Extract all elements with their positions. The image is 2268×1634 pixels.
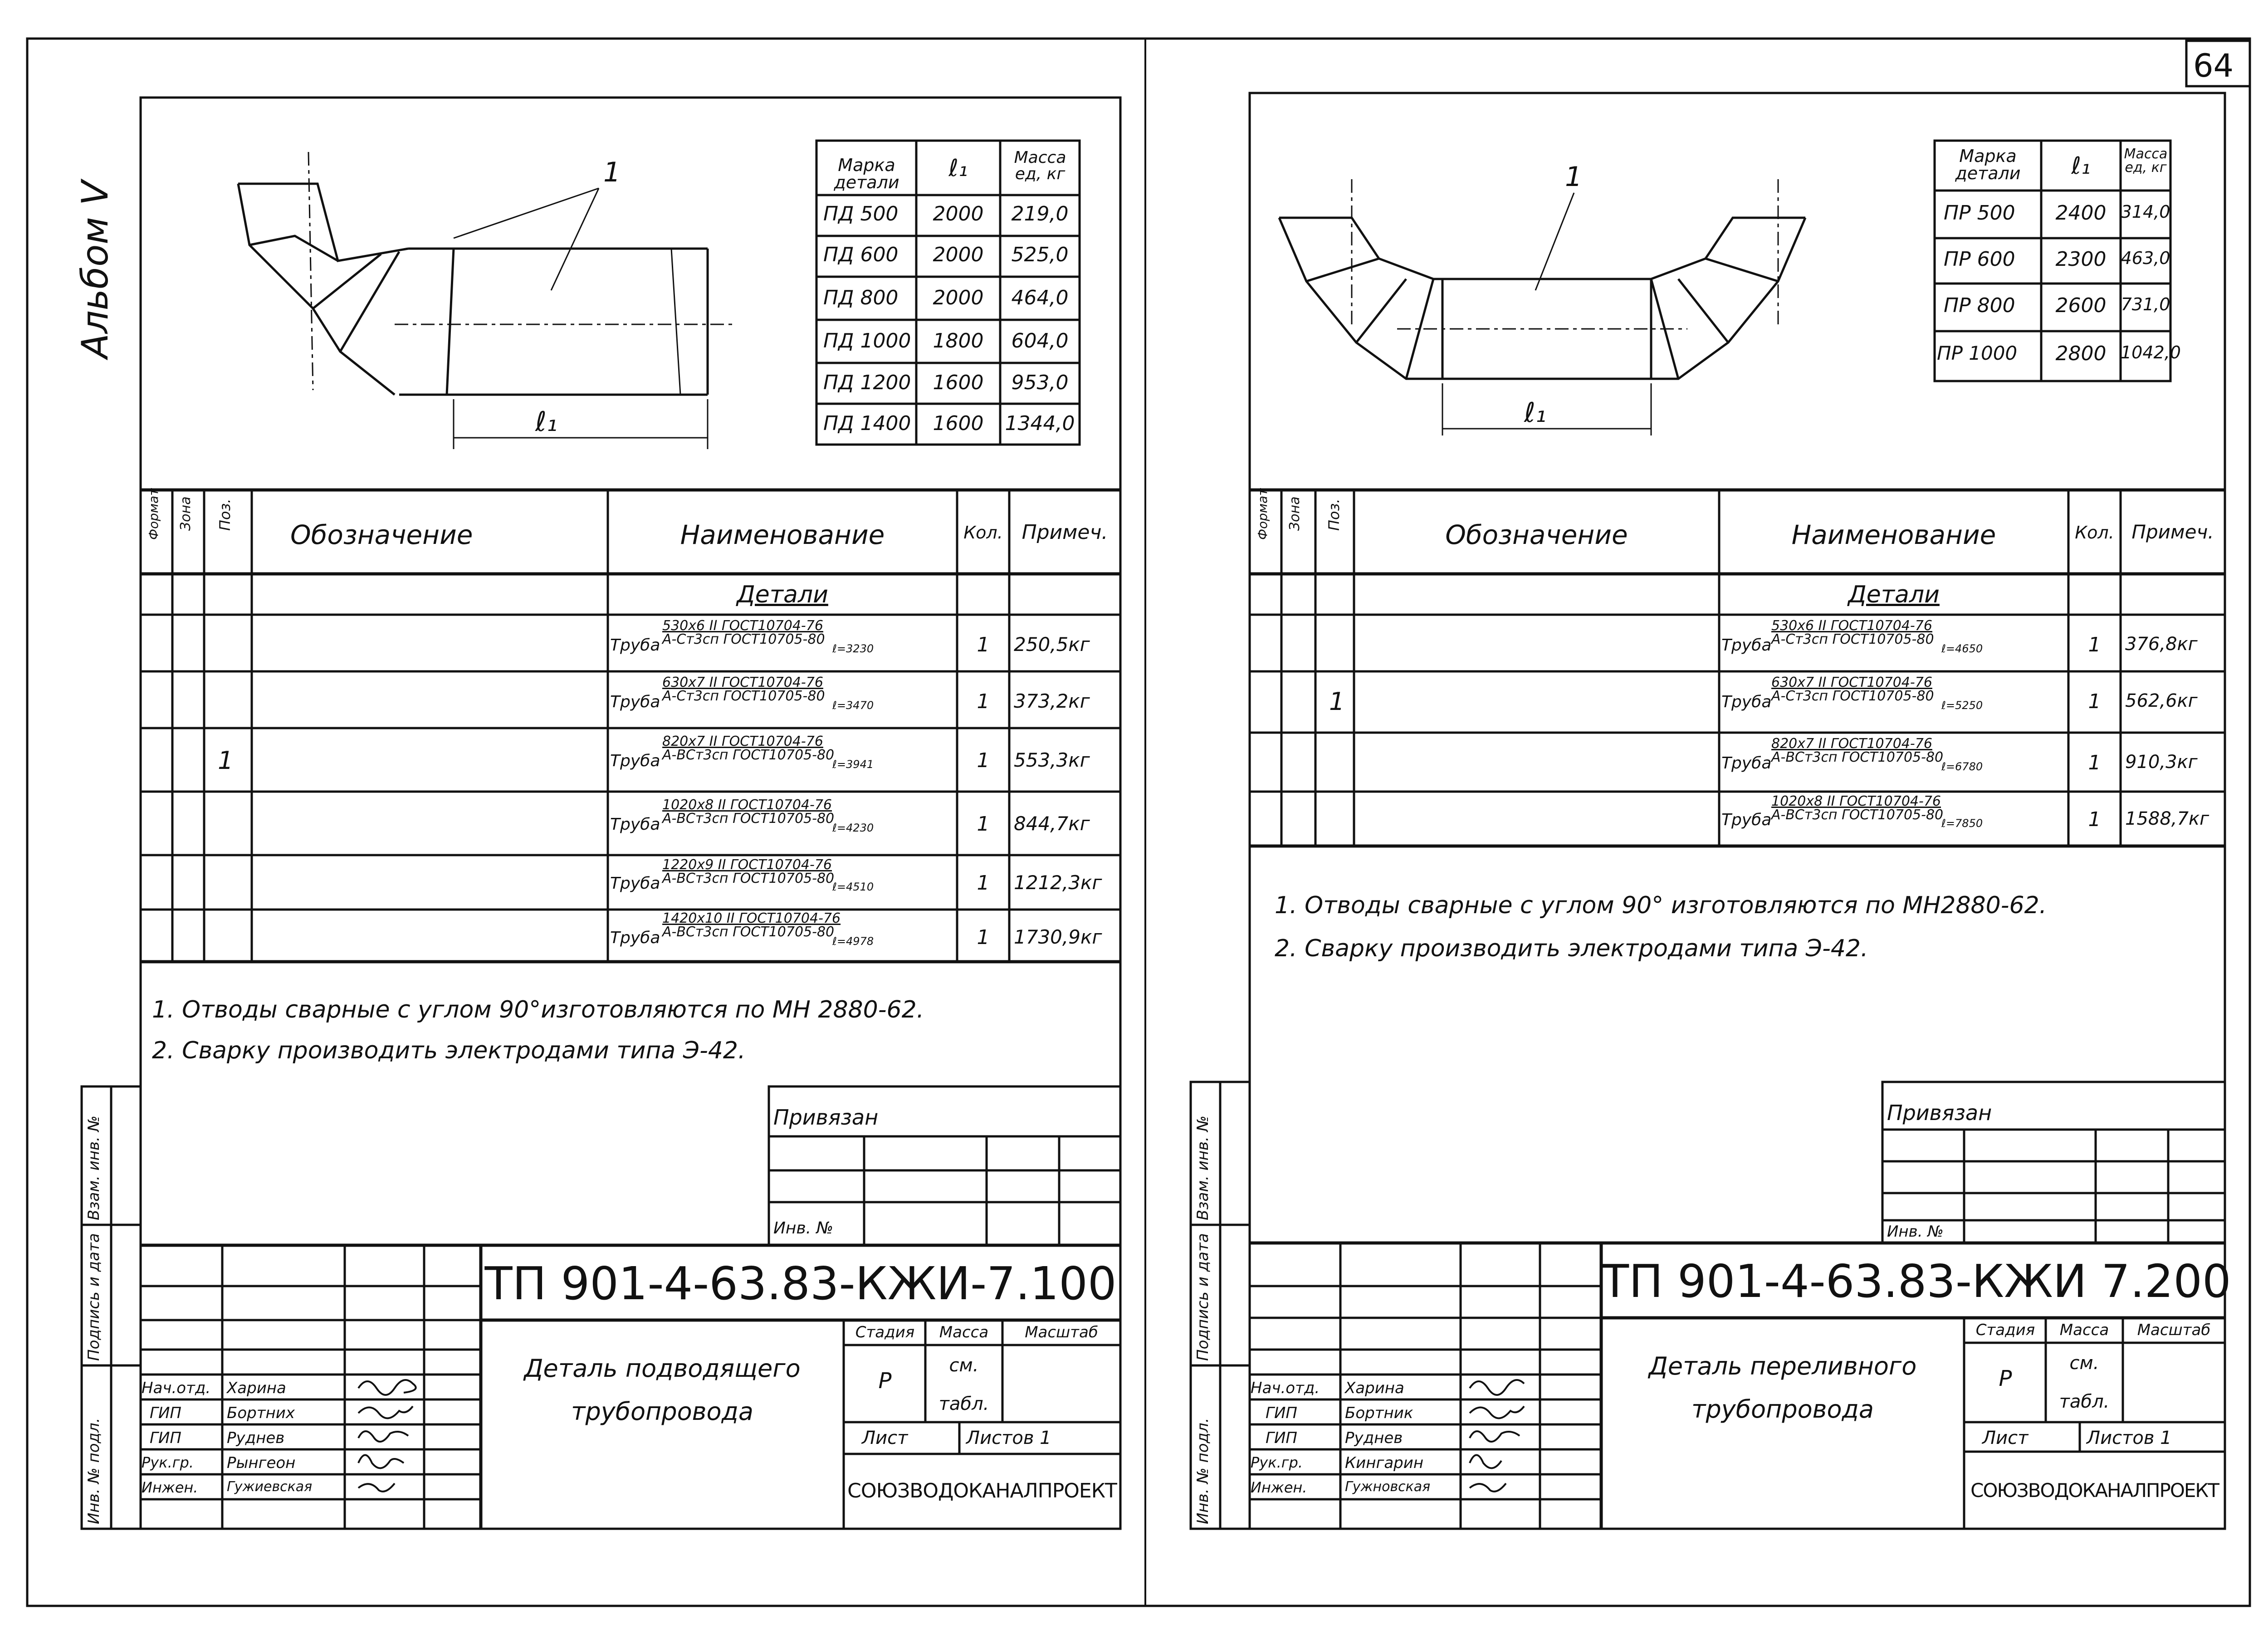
left-organization: СОЮЗВОДОКАНАЛПРОЕКТ	[847, 1479, 1117, 1502]
right-spec-header-qty: Кол.	[2075, 523, 2114, 543]
left-title-line2: трубопровода	[571, 1397, 753, 1426]
left-marks-header-mark: Марка детали	[834, 155, 899, 192]
left-signature-mark-0	[358, 1380, 416, 1395]
left-row-4-note: 1212,3кг	[1014, 871, 1102, 894]
right-document-code: ТП 901-4-63.83-КЖИ 7.200	[1601, 1255, 2231, 1308]
right-side-label-sign: Подпись и дата	[1194, 1233, 1212, 1361]
right-sig-role-1: ГИП	[1266, 1404, 1297, 1422]
left-l1-4: 1600	[933, 371, 984, 394]
left-sig-role-3: Рук.гр.	[142, 1454, 194, 1471]
right-mass-value-2: табл.	[2059, 1391, 2110, 1412]
left-spec-position: 1	[218, 746, 234, 775]
right-mass-2: 731,0	[2121, 294, 2170, 314]
left-row-0-name: Труба	[610, 636, 660, 655]
left-side-label-replace: Взам. инв. №	[85, 1115, 103, 1220]
left-spec-header-qty: Кол.	[963, 523, 1003, 543]
right-spec-header-pos: Поз.	[1325, 499, 1343, 531]
right-stage-header: Стадия	[1975, 1321, 2035, 1339]
left-mark-0: ПД 500	[823, 202, 899, 225]
left-sheets-label: Листов 1	[966, 1428, 1051, 1448]
left-mark-1: ПД 600	[823, 243, 899, 266]
left-row-3-qty: 1	[977, 812, 990, 836]
left-sig-name-1: Бортних	[227, 1404, 295, 1422]
right-l1-2: 2600	[2055, 294, 2107, 317]
right-row-1-qty: 1	[2088, 690, 2101, 713]
right-dimension-label: ℓ₁	[1524, 397, 1546, 429]
right-spec-section: Детали	[1848, 581, 1940, 608]
left-spec-header-zone: Зона	[178, 496, 194, 531]
right-l1-0: 2400	[2055, 201, 2107, 225]
left-row-2-note: 553,3кг	[1014, 749, 1090, 771]
right-stage-value: Р	[1999, 1366, 2012, 1391]
right-sig-name-1: Бортник	[1345, 1404, 1413, 1422]
left-title-line1: Деталь подводящего	[524, 1354, 801, 1383]
right-spec-header-zone: Зона	[1287, 496, 1303, 531]
right-side-label-inv: Инв. № подл.	[1194, 1418, 1212, 1524]
left-spec-header-format: Формат	[146, 488, 161, 540]
right-title-line1: Деталь переливного	[1648, 1352, 1917, 1380]
right-row-2-note: 910,3кг	[2125, 752, 2198, 773]
left-row-1-note: 373,2кг	[1014, 690, 1090, 712]
right-marks-header-mark: Марка детали	[1955, 146, 2021, 183]
right-sig-name-4: Гужновская	[1345, 1479, 1431, 1495]
left-row-5-qty: 1	[977, 926, 990, 949]
left-row-1-spec: 630х7 II ГОСТ10704-76 А-Ст3сп ГОСТ10705-80	[662, 675, 825, 704]
right-sheets-label: Листов 1	[2087, 1428, 2172, 1448]
right-mark-2: ПР 800	[1944, 294, 2015, 317]
left-sig-name-0: Харина	[227, 1379, 286, 1397]
right-sig-role-2: ГИП	[1266, 1429, 1297, 1447]
right-signature-mark-1	[1470, 1406, 1524, 1418]
right-callout-number: 1	[1565, 161, 1583, 193]
left-l1-2: 2000	[933, 286, 984, 309]
left-mark-2: ПД 800	[823, 286, 899, 309]
left-sig-name-3: Рынгеон	[227, 1454, 296, 1472]
left-sig-role-0: Нач.отд.	[142, 1379, 211, 1397]
left-row-3-name: Труба	[610, 815, 660, 834]
left-sig-role-2: ГИП	[150, 1429, 181, 1447]
right-mark-0: ПР 500	[1944, 201, 2015, 225]
left-mass-0: 219,0	[1011, 202, 1069, 225]
left-row-3-spec: 1020х8 II ГОСТ10704-76 А-ВСт3сп ГОСТ10705-80	[662, 797, 835, 827]
right-sig-name-3: Кингарин	[1345, 1454, 1424, 1472]
right-sheet-label: Лист	[1982, 1428, 2028, 1448]
left-row-5-name: Труба	[610, 929, 660, 947]
left-row-4-len: ℓ=4510	[832, 881, 874, 893]
left-document-code: ТП 901-4-63.83-КЖИ-7.100	[484, 1257, 1117, 1310]
left-sheet-label: Лист	[862, 1428, 908, 1448]
right-l1-1: 2300	[2055, 248, 2107, 271]
left-row-2-spec: 820х7 II ГОСТ10704-76 А-ВСт3сп ГОСТ10705-80	[662, 734, 835, 763]
right-signature-mark-2	[1470, 1431, 1520, 1442]
left-mass-value-1: см.	[949, 1355, 979, 1376]
right-row-0-spec: 530х6 II ГОСТ10704-76 А-Ст3сп ГОСТ10705-80	[1771, 618, 1934, 647]
right-sig-role-4: Инжен.	[1251, 1479, 1307, 1496]
left-mass-4: 953,0	[1011, 371, 1069, 394]
left-mass-5: 1344,0	[1005, 412, 1075, 435]
left-spec-header-pos: Поз.	[216, 499, 234, 531]
left-row-4-spec: 1220х9 II ГОСТ10704-76 А-ВСт3сп ГОСТ10705-80	[662, 857, 835, 886]
left-scale-header: Масштаб	[1025, 1323, 1098, 1341]
left-l1-3: 1800	[933, 329, 984, 352]
left-marks-header-mass: Масса ед, кг	[1014, 148, 1066, 183]
left-sig-role-1: ГИП	[150, 1404, 181, 1422]
right-row-1-spec: 630х7 II ГОСТ10704-76 А-Ст3сп ГОСТ10705-80	[1771, 675, 1934, 704]
right-signature-mark-3	[1470, 1455, 1501, 1468]
left-row-0-spec: 530х6 II ГОСТ10704-76 А-Ст3сп ГОСТ10705-80	[662, 618, 825, 647]
left-tie-label: Привязан	[773, 1105, 879, 1130]
left-side-label-sign: Подпись и дата	[85, 1233, 103, 1361]
right-row-2-name: Труба	[1721, 754, 1772, 773]
left-spec-section: Детали	[737, 581, 828, 608]
left-row-2-len: ℓ=3941	[832, 758, 874, 771]
left-mass-3: 604,0	[1011, 329, 1069, 352]
right-marks-header-mass: Масса ед, кг	[2124, 146, 2168, 176]
left-row-5-spec: 1420х10 II ГОСТ10704-76 А-ВСт3сп ГОСТ10705-80	[662, 910, 841, 940]
right-spec-position: 1	[1329, 687, 1345, 716]
left-mark-3: ПД 1000	[823, 329, 911, 352]
right-scale-header: Масштаб	[2137, 1321, 2211, 1339]
right-side-label-replace: Взам. инв. №	[1194, 1115, 1212, 1220]
right-mark-3: ПР 1000	[1937, 342, 2018, 364]
left-row-1-name: Труба	[610, 693, 660, 711]
right-spec-header-note: Примеч.	[2131, 521, 2214, 543]
right-signature-mark-4	[1470, 1483, 1506, 1492]
left-row-1-qty: 1	[977, 690, 990, 713]
left-l1-1: 2000	[933, 243, 984, 266]
right-row-2-qty: 1	[2088, 751, 2101, 774]
right-row-1-len: ℓ=5250	[1941, 699, 1983, 712]
right-row-3-len: ℓ=7850	[1941, 817, 1983, 830]
right-mass-header: Масса	[2059, 1321, 2109, 1339]
left-inv-label: Инв. №	[773, 1219, 834, 1238]
left-row-5-note: 1730,9кг	[1014, 926, 1102, 948]
left-sig-name-4: Гужиевская	[227, 1479, 313, 1495]
left-row-4-qty: 1	[977, 871, 990, 895]
left-mark-4: ПД 1200	[823, 371, 911, 394]
left-spec-header-note: Примеч.	[1022, 521, 1108, 544]
left-sig-name-2: Руднев	[227, 1429, 285, 1447]
album-label: Альбом V	[74, 181, 116, 358]
right-row-1-note: 562,6кг	[2125, 690, 2198, 711]
right-row-2-spec: 820х7 II ГОСТ10704-76 А-ВСт3сп ГОСТ10705-80	[1771, 736, 1944, 765]
right-mass-3: 1042,0	[2121, 342, 2181, 362]
right-row-2-len: ℓ=6780	[1941, 760, 1983, 773]
left-marks-header-l1: ℓ₁	[948, 155, 968, 182]
left-signature-mark-1	[358, 1406, 413, 1418]
left-spec-header-designation: Обозначение	[290, 519, 473, 550]
left-l1-5: 1600	[933, 412, 984, 435]
left-row-0-len: ℓ=3230	[832, 642, 874, 655]
right-spec-header-name: Наименование	[1791, 519, 1996, 550]
right-row-3-spec: 1020х8 II ГОСТ10704-76 А-ВСт3сп ГОСТ10705-80	[1771, 793, 1944, 823]
right-row-3-note: 1588,7кг	[2125, 808, 2209, 829]
right-mass-value-1: см.	[2069, 1353, 2099, 1374]
right-sig-name-0: Харина	[1345, 1379, 1404, 1397]
right-l1-3: 2800	[2055, 342, 2107, 365]
right-spec-header-format: Формат	[1255, 488, 1270, 540]
right-mark-1: ПР 600	[1944, 248, 2015, 271]
left-signature-mark-4	[358, 1483, 395, 1492]
left-mass-header: Масса	[939, 1323, 989, 1341]
left-dimension-label: ℓ₁	[535, 406, 557, 438]
left-mass-value-2: табл.	[938, 1394, 989, 1414]
left-mass-1: 525,0	[1011, 243, 1069, 266]
right-row-0-note: 376,8кг	[2125, 634, 2198, 655]
left-row-2-qty: 1	[977, 749, 990, 772]
right-row-0-qty: 1	[2088, 633, 2101, 656]
right-marks-header-l1: ℓ₁	[2071, 152, 2091, 180]
left-mark-5: ПД 1400	[823, 412, 911, 435]
sheet-number: 64	[2193, 47, 2234, 84]
left-note-1: 1. Отводы сварные с углом 90°изготовляются по МН 2880-62.	[152, 996, 924, 1023]
right-row-1-name: Труба	[1721, 693, 1772, 711]
left-row-2-name: Труба	[610, 752, 660, 770]
left-row-3-len: ℓ=4230	[832, 822, 874, 834]
right-tie-label: Привязан	[1887, 1101, 1992, 1125]
right-note-1: 1. Отводы сварные с углом 90° изготовляются по МН2880-62.	[1275, 892, 2047, 919]
left-note-2: 2. Сварку производить электродами типа Э-42.	[152, 1037, 746, 1064]
right-mass-1: 463,0	[2121, 248, 2170, 268]
right-signature-mark-0	[1470, 1380, 1524, 1395]
right-row-3-name: Труба	[1721, 811, 1772, 829]
left-sig-role-4: Инжен.	[142, 1479, 198, 1496]
left-side-label-inv: Инв. № подл.	[85, 1418, 103, 1524]
right-row-0-len: ℓ=4650	[1941, 642, 1983, 655]
left-stage-header: Стадия	[855, 1323, 915, 1341]
left-row-1-len: ℓ=3470	[832, 699, 874, 712]
left-signature-mark-2	[358, 1431, 408, 1442]
left-row-0-qty: 1	[977, 633, 990, 656]
right-sig-role-3: Рук.гр.	[1251, 1454, 1303, 1471]
left-row-3-note: 844,7кг	[1014, 812, 1090, 835]
right-inv-label: Инв. №	[1887, 1223, 1944, 1241]
left-row-5-len: ℓ=4978	[832, 935, 874, 948]
right-title-line2: трубопровода	[1691, 1395, 1874, 1424]
right-row-0-name: Труба	[1721, 636, 1772, 655]
left-spec-header-name: Наименование	[680, 519, 885, 550]
left-row-0-note: 250,5кг	[1014, 633, 1090, 656]
right-sig-name-2: Руднев	[1345, 1429, 1403, 1447]
left-l1-0: 2000	[933, 202, 984, 225]
right-spec-header-designation: Обозначение	[1445, 519, 1628, 550]
left-callout-number: 1	[603, 157, 621, 188]
right-mass-0: 314,0	[2121, 202, 2170, 222]
right-row-3-qty: 1	[2088, 808, 2101, 831]
left-signature-mark-3	[358, 1455, 404, 1468]
right-note-2: 2. Сварку производить электродами типа Э-42.	[1275, 935, 1868, 962]
left-mass-2: 464,0	[1011, 286, 1069, 309]
left-stage-value: Р	[878, 1368, 892, 1394]
left-row-4-name: Труба	[610, 874, 660, 893]
right-sig-role-0: Нач.отд.	[1251, 1379, 1320, 1397]
right-organization: СОЮЗВОДОКАНАЛПРОЕКТ	[1970, 1479, 2219, 1502]
